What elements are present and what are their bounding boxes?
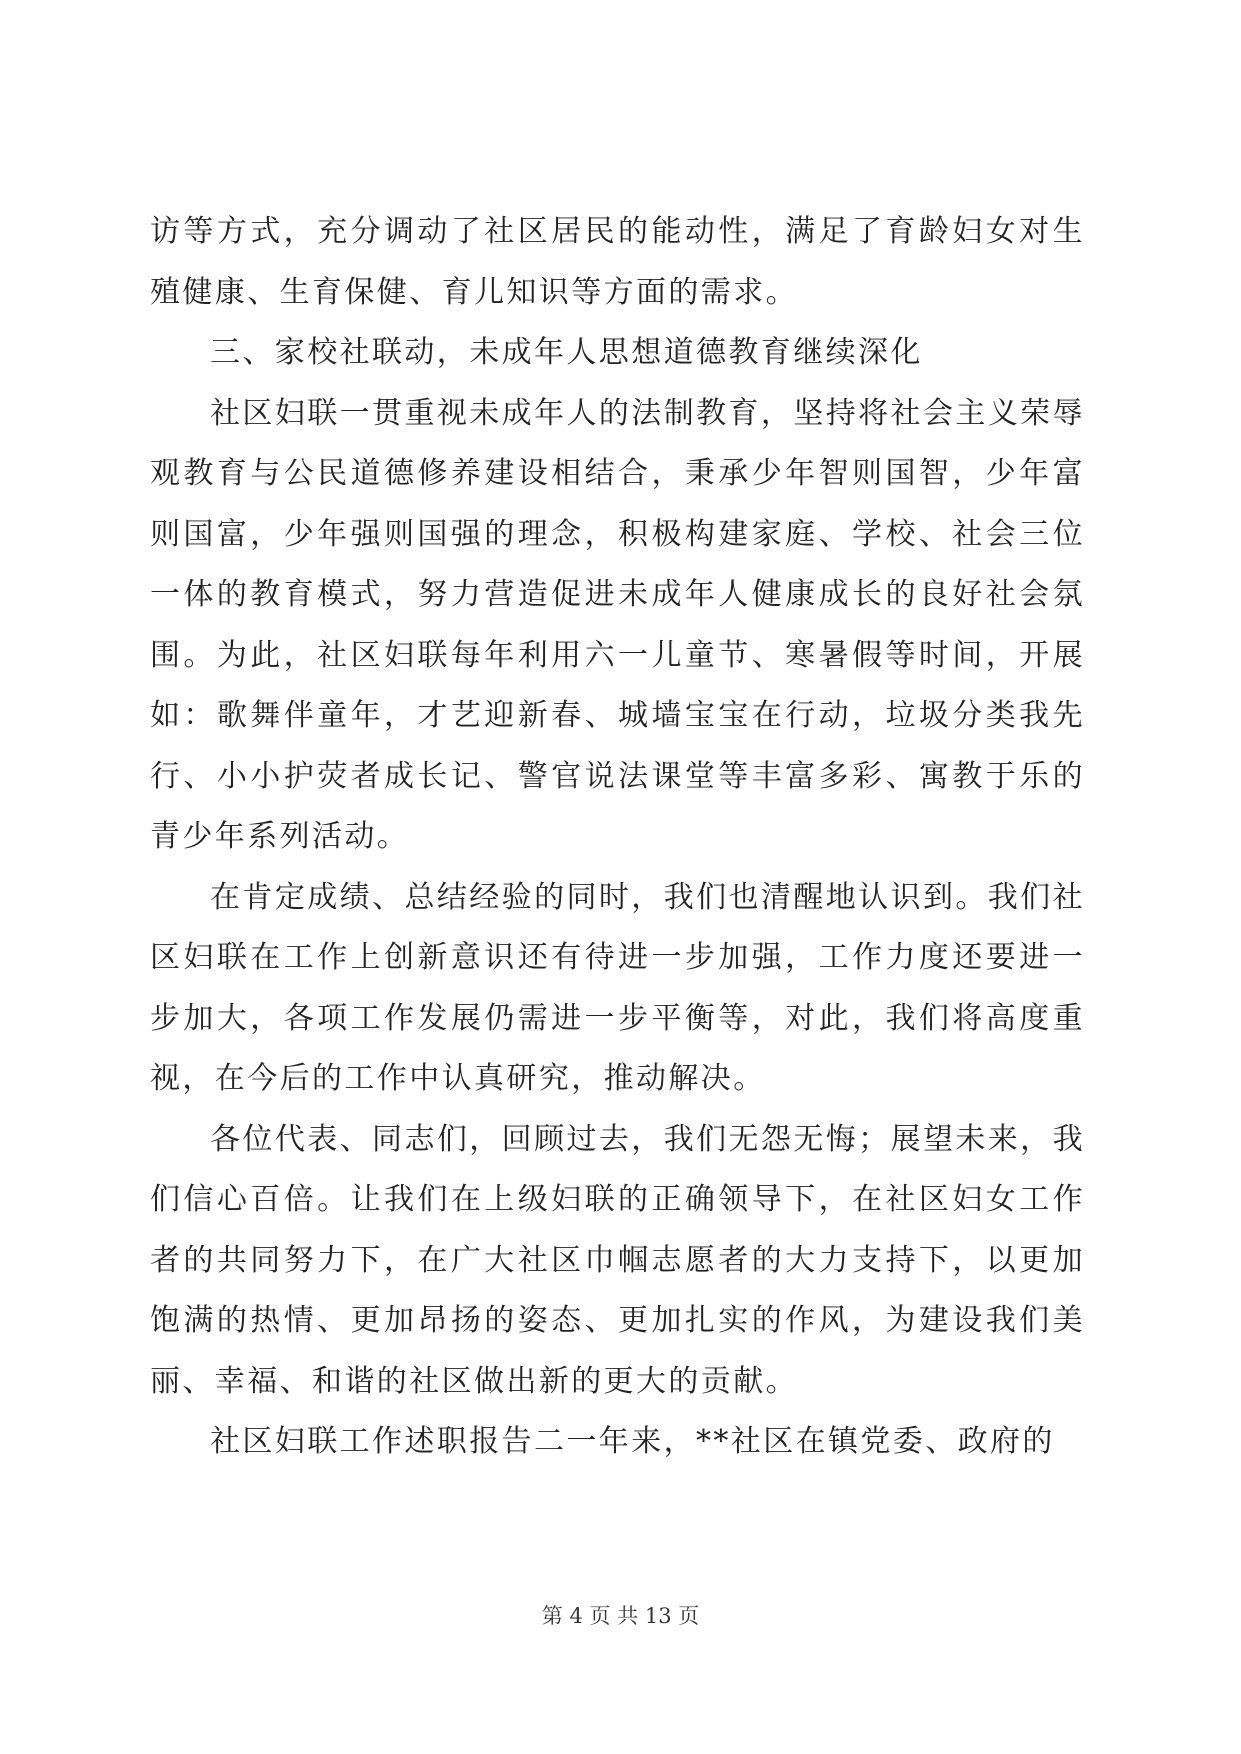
paragraph-2: 社区妇联一贯重视未成年人的法制教育，坚持将社会主义荣辱观教育与公民道德修养建设相结合，秉承少年智则国智，少年富则国富，少年强则国强的理念，积极构建家庭、学校、社会三位一体的教育模式，努力营造促进未成年人健康成长的良好社会氛围。为此，社区妇联每年利用六一儿童节、寒暑假等时间，开展如：歌舞伴童年，才艺迎新春、城墙宝宝在行动，垃圾分类我先行、小小护荧者成长记、警官说法课堂等丰富多彩、寓教于乐的青少年系列活动。: [150, 395, 1085, 854]
section-heading: 三、家校社联动，未成年人思想道德教育继续深化: [210, 335, 923, 370]
paragraph-1: 访等方式，充分调动了社区居民的能动性，满足了育龄妇女对生殖健康、生育保健、育儿知识等方面的需求。: [150, 214, 1085, 310]
page-number-label: 第 4 页 共 13 页: [541, 1604, 700, 1628]
page-footer: [0, 1600, 1241, 1630]
paragraph-4: 各位代表、同志们，回顾过去，我们无怨无悔；展望未来，我们信心百倍。让我们在上级妇联的正确领导下，在社区妇女工作者的共同努力下，在广大社区巾帼志愿者的大力支持下，以更加饱满的热情、更加昂扬的姿态、更加扎实的作风，为建设我们美丽、幸福、和谐的社区做出新的更大的贡献。: [150, 1121, 1085, 1399]
paragraph-3: 在肯定成绩、总结经验的同时，我们也清醒地认识到。我们社区妇联在工作上创新意识还有待进一步加强，工作力度还要进一步加大，各项工作发展仍需进一步平衡等，对此，我们将高度重视，在今后的工作中认真研究，推动解决。: [150, 879, 1085, 1096]
paragraph-5: 社区妇联工作述职报告二一年来，**社区在镇党委、政府的: [210, 1424, 1055, 1459]
document-body: [150, 202, 1085, 1473]
